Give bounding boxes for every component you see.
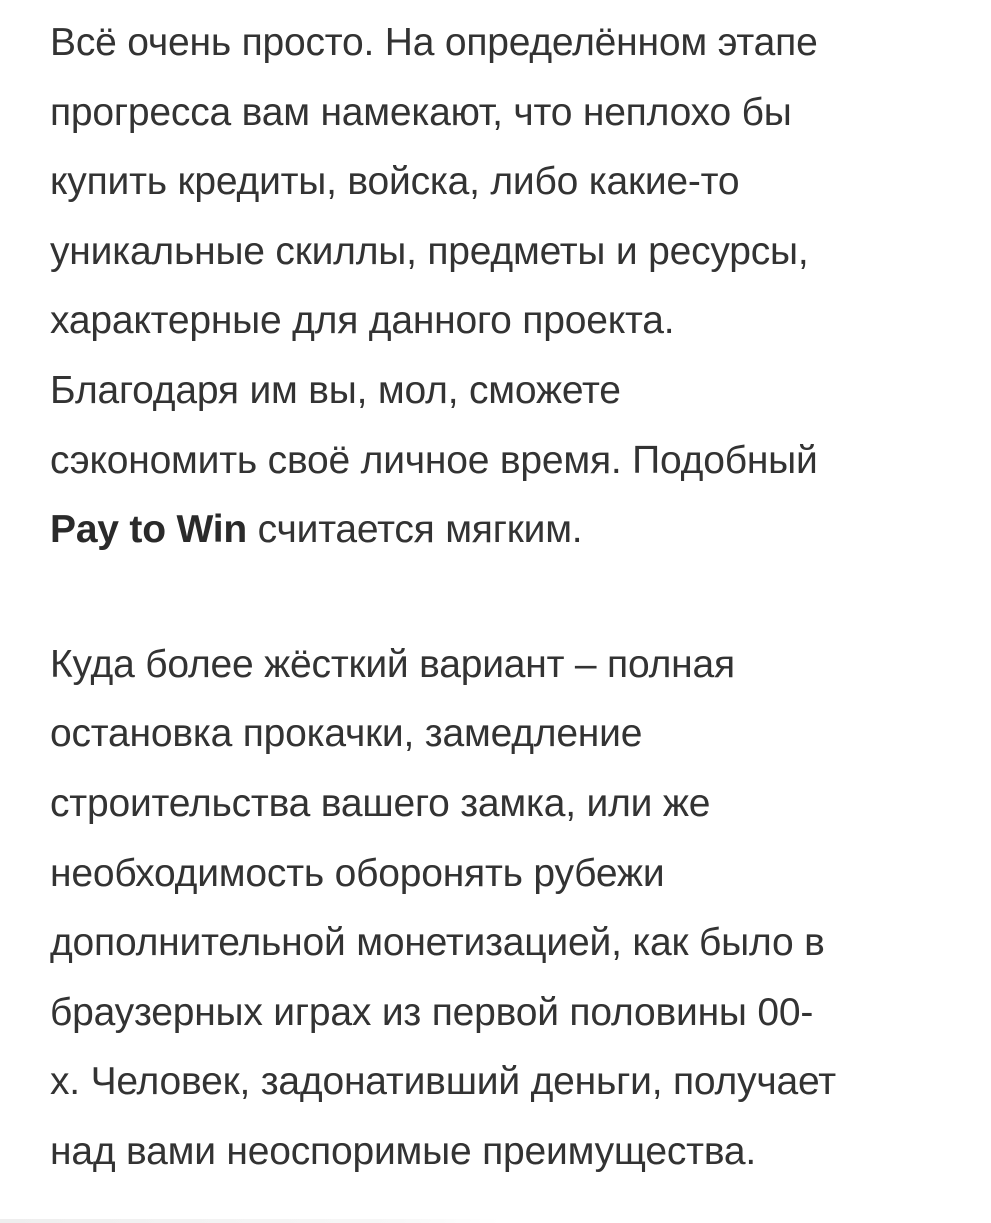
text-line: Всё очень просто. На определённом этапе bbox=[50, 21, 818, 64]
text-line: х. Человек, задонативший деньги, получает bbox=[50, 1060, 836, 1104]
text-line: строительства вашего замка, или же bbox=[50, 781, 711, 825]
text-line: уникальные скиллы, предметы и ресурсы, bbox=[50, 229, 809, 273]
paragraph-hard-p2w bbox=[50, 630, 970, 1187]
text-fragment: считается мягким. bbox=[247, 508, 583, 552]
text-line: характерные для данного проекта. bbox=[50, 299, 675, 343]
text-line: прогресса вам намекают, что неплохо бы bbox=[50, 90, 792, 134]
text-line: купить кредиты, войска, либо какие-то bbox=[50, 160, 740, 204]
text-line: над вами неоспоримые преимущества. bbox=[50, 1129, 757, 1173]
text-line: необходимость оборонять рубежи bbox=[50, 851, 665, 895]
text-line: браузерных играх из первой половины 00- bbox=[50, 990, 814, 1034]
article-body bbox=[50, 8, 970, 1187]
text-line: сэкономить своё личное время. Подобный bbox=[50, 438, 818, 482]
text-line bbox=[50, 495, 970, 565]
paragraph-soft-p2w bbox=[50, 8, 970, 565]
text-line: дополнительной монетизацией, как было в bbox=[50, 921, 825, 965]
bottom-divider bbox=[0, 1219, 500, 1223]
text-line: остановка прокачки, замедление bbox=[50, 712, 643, 756]
text-line: Благодаря им вы, мол, сможете bbox=[50, 368, 621, 412]
bold-term-pay-to-win: Pay to Win bbox=[50, 508, 247, 552]
text-line: Куда более жёсткий вариант – полная bbox=[50, 642, 735, 686]
